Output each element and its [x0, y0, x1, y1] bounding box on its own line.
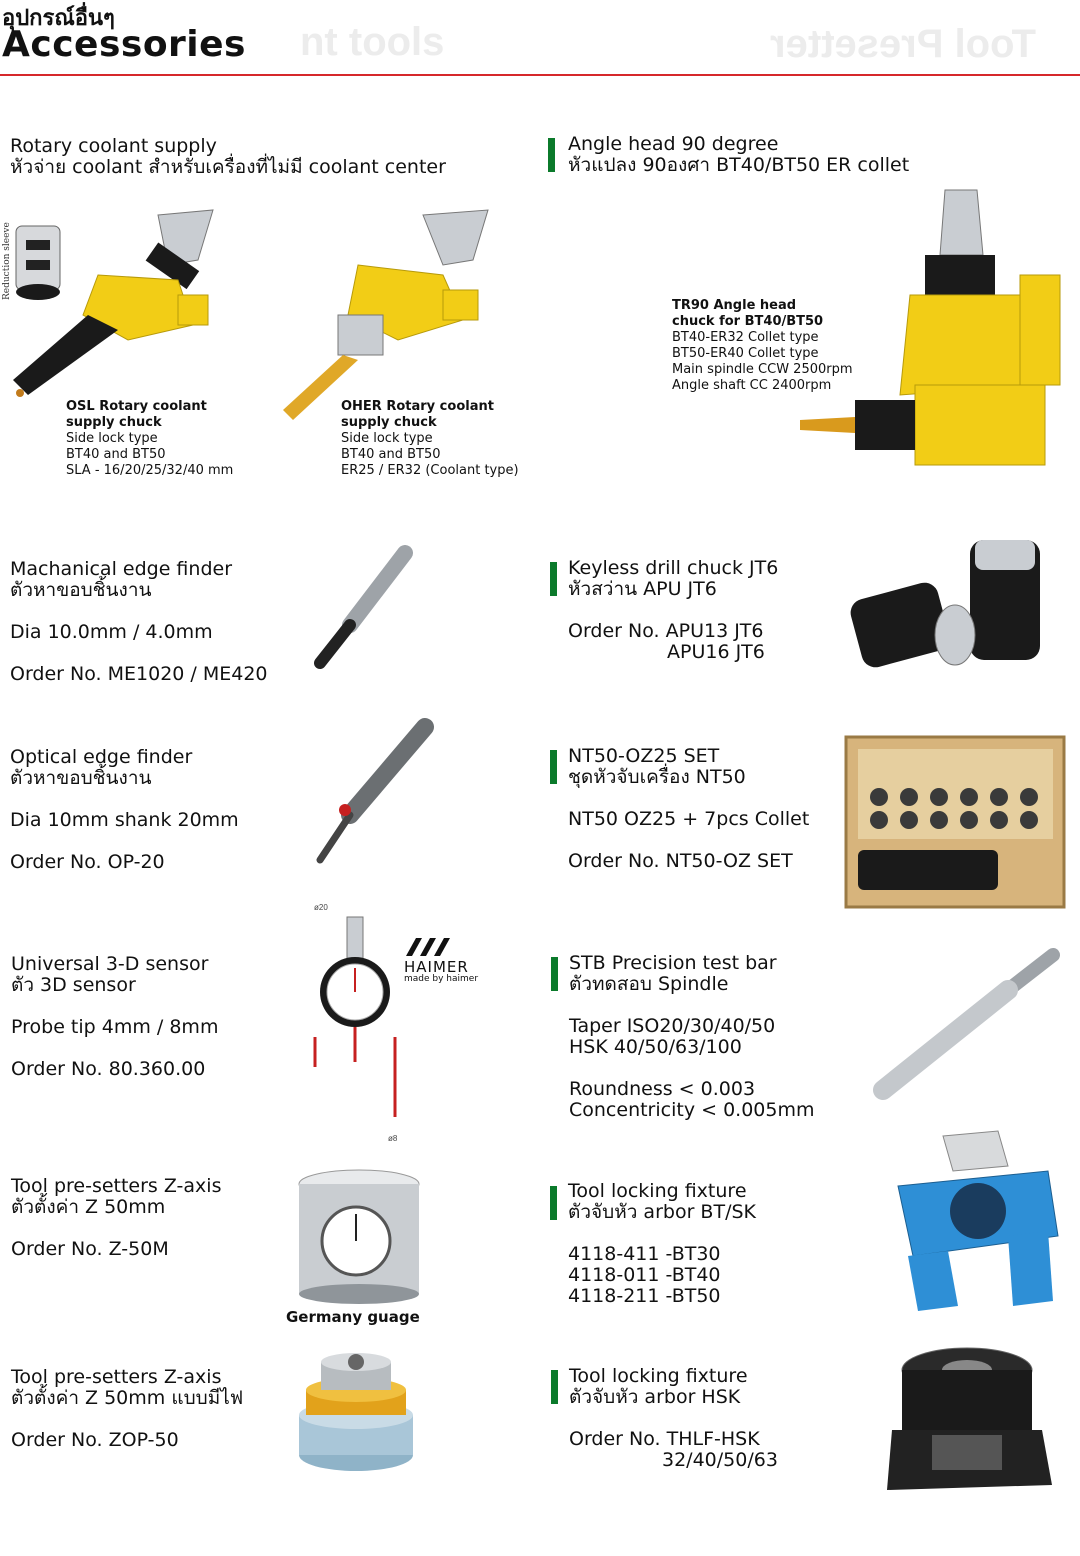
order-number: Order No. Z-50M — [11, 1238, 169, 1260]
page-title: Accessories — [2, 24, 246, 65]
osl-caption: OSL Rotary coolant supply chuck Side lock type BT40 and BT50 SLA - 16/20/25/32/40 mm — [66, 399, 234, 478]
header-divider — [0, 74, 1080, 76]
dimension-bottom-label: ø8 — [388, 1134, 398, 1143]
angle-head-image — [795, 185, 1070, 475]
green-marker — [550, 562, 557, 596]
section-title: Optical edge finder — [10, 746, 193, 768]
section-title: Machanical edge finder — [10, 558, 233, 580]
section-subtitle: ตัว 3D sensor — [11, 974, 136, 996]
angle-head-caption: TR90 Angle head chuck for BT40/BT50 BT40-ER32 Collet type BT50-ER40 Collet type Main spindle CCW 2500rpm Angle shaft CC 2400rpm — [672, 298, 853, 393]
fixture-code: 4118-011 -BT40 — [568, 1264, 721, 1286]
background-ghost-text: Tool Presetter — [770, 22, 1036, 66]
section-title: STB Precision test bar — [569, 952, 777, 974]
test-bar-image — [868, 945, 1068, 1105]
order-number-2: 32/40/50/63 — [662, 1449, 778, 1471]
mechanical-edge-finder-image — [300, 545, 425, 675]
section-title: Tool locking fixture — [569, 1365, 748, 1387]
section-title: Angle head 90 degree — [568, 133, 779, 155]
diameter-spec: Dia 10mm shank 20mm — [10, 809, 239, 831]
fixture-code: 4118-411 -BT30 — [568, 1243, 721, 1265]
hsk-spec: HSK 40/50/63/100 — [569, 1036, 742, 1058]
green-marker — [550, 750, 557, 784]
z-presetter-image — [296, 1166, 422, 1306]
green-marker — [551, 1370, 558, 1404]
section-subtitle: ชุดหัวจับเครื่อง NT50 — [568, 766, 746, 788]
dimension-top-label: ø20 — [314, 903, 328, 912]
order-number: Order No. NT50-OZ SET — [568, 850, 793, 872]
haimer-brand-sub: made by haimer — [404, 974, 479, 984]
section-subtitle: หัวแปลง 90องศา BT40/BT50 ER collet — [568, 154, 910, 176]
section-title: Keyless drill chuck JT6 — [568, 557, 779, 579]
order-number: Order No. ME1020 / ME420 — [10, 663, 268, 685]
order-number: Order No. APU13 JT6 — [568, 620, 764, 642]
hsk-fixture-image — [882, 1340, 1062, 1500]
osl-chuck-image — [8, 205, 228, 405]
section-subtitle: ตัวจับหัว arbor BT/SK — [568, 1201, 756, 1223]
oher-caption: OHER Rotary coolant supply chuck Side lock type BT40 and BT50 ER25 / ER32 (Coolant type) — [341, 399, 519, 478]
green-marker — [550, 1186, 557, 1220]
haimer-3d-sensor-image — [300, 912, 420, 1134]
section-subtitle: ตัวจับหัว arbor HSK — [569, 1386, 741, 1408]
section-title: Rotary coolant supply — [10, 135, 217, 157]
taper-spec: Taper ISO20/30/40/50 — [569, 1015, 776, 1037]
green-marker — [548, 138, 555, 172]
haimer-logo-icon — [404, 936, 460, 958]
roundness-spec: Roundness < 0.003 — [569, 1078, 756, 1100]
presetter-caption: Germany guage — [286, 1308, 420, 1326]
concentricity-spec: Concentricity < 0.005mm — [569, 1099, 815, 1121]
section-subtitle: หัวจ่าย coolant สำหรับเครื่องที่ไม่มี coolant center — [10, 156, 446, 178]
section-title: Tool pre-setters Z-axis — [11, 1366, 222, 1388]
z-presetter-light-image — [296, 1350, 416, 1474]
haimer-brand: HAIMER — [404, 958, 469, 976]
set-description: NT50 OZ25 + 7pcs Collet — [568, 808, 810, 830]
order-number: Order No. THLF-HSK — [569, 1428, 760, 1450]
page-thai-title: อุปกรณ์อื่นๆ — [2, 6, 115, 31]
section-subtitle: ตัวหาขอบชิ้นงาน — [10, 579, 152, 601]
section-subtitle: ตัวหาขอบชิ้นงาน — [10, 767, 152, 789]
reduction-sleeve-label: Reduction sleeve — [2, 222, 12, 300]
section-title: Tool locking fixture — [568, 1180, 747, 1202]
background-ghost-text: nt tools — [300, 20, 445, 64]
section-subtitle: ตัวตั้งค่า Z 50mm แบบมีไฟ — [11, 1387, 244, 1409]
order-number: Order No. ZOP-50 — [11, 1429, 179, 1451]
order-number-2: APU16 JT6 — [667, 641, 765, 663]
oher-chuck-image — [278, 205, 503, 430]
nt50-set-image — [844, 735, 1069, 910]
section-title: Tool pre-setters Z-axis — [11, 1175, 222, 1197]
order-number: Order No. 80.360.00 — [11, 1058, 206, 1080]
optical-edge-finder-image — [305, 715, 440, 875]
fixture-code: 4118-211 -BT50 — [568, 1285, 721, 1307]
probe-spec: Probe tip 4mm / 8mm — [11, 1016, 219, 1038]
section-title: NT50-OZ25 SET — [568, 745, 720, 767]
section-subtitle: ตัวตั้งค่า Z 50mm — [11, 1196, 166, 1218]
section-subtitle: ตัวทดสอบ Spindle — [569, 973, 729, 995]
order-number: Order No. OP-20 — [10, 851, 165, 873]
bt-fixture-image — [888, 1126, 1068, 1316]
green-marker — [551, 957, 558, 991]
section-title: Universal 3-D sensor — [11, 953, 209, 975]
keyless-chuck-image — [850, 535, 1075, 675]
diameter-spec: Dia 10.0mm / 4.0mm — [10, 621, 213, 643]
section-subtitle: หัวสว่าน APU JT6 — [568, 578, 717, 600]
